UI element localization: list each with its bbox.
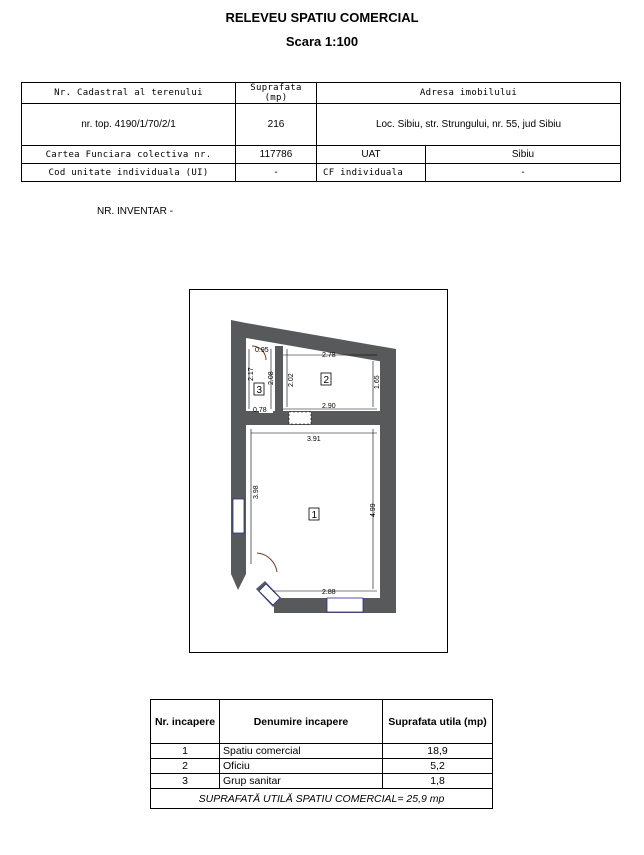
room-label-1: 1 [311, 510, 318, 521]
cf-individual-label: CF individuala [317, 164, 426, 182]
room-area: 5,2 [383, 759, 493, 774]
floor-plan [189, 289, 448, 653]
cf-collective-value: 117786 [236, 146, 317, 164]
dim-room3-bottom: 0.78 [253, 407, 267, 414]
dim-room1-bottom: 2.88 [322, 589, 336, 596]
dim-room2-bottom: 2.90 [322, 403, 336, 410]
document-title: RELEVEU SPATIU COMERCIAL [225, 10, 419, 25]
header-room-area: Suprafata utila (mp) [383, 700, 493, 744]
dim-room1-left: 3.98 [253, 485, 260, 499]
room-name: Spatiu comercial [220, 744, 383, 759]
ui-code-value: - [236, 164, 317, 182]
cf-individual-value: - [426, 164, 621, 182]
cf-collective-label: Cartea Funciara colectiva nr. [22, 146, 236, 164]
room-area: 1,8 [383, 774, 493, 789]
inventory-number: NR. INVENTAR - [97, 206, 173, 217]
rooms-table [150, 699, 493, 809]
dim-room3-top: 0.95 [255, 347, 269, 354]
cadastral-value: nr. top. 4190/1/70/2/1 [22, 104, 236, 146]
table-row [151, 774, 493, 789]
dim-room3-right: 2.08 [268, 371, 275, 385]
door-opening-room2 [289, 412, 311, 424]
surface-value: 216 [236, 104, 317, 146]
header-room-number: Nr. incapere [151, 700, 220, 744]
wall-right [380, 349, 396, 613]
cadastral-info-table [21, 82, 621, 182]
room-label-3: 3 [256, 385, 263, 396]
total-area: SUPRAFATĂ UTILĂ SPATIU COMERCIAL= 25,9 mp [151, 789, 493, 809]
room-number: 2 [151, 759, 220, 774]
table-row [151, 744, 493, 759]
address-value: Loc. Sibiu, str. Strungului, nr. 55, jud Sibiu [317, 104, 621, 146]
ui-code-label: Cod unitate individuala (UI) [22, 164, 236, 182]
address-label: Adresa imobilului [317, 83, 621, 104]
dim-top-width: 2.78 [322, 352, 336, 359]
dim-room3-left: 2.17 [248, 367, 255, 381]
window-left [233, 499, 244, 533]
dim-room1-top: 3.91 [307, 436, 321, 443]
scale-label: Scara 1:100 [285, 34, 359, 49]
window-bottom [327, 598, 363, 612]
dim-room1-right: 4.99 [370, 503, 377, 517]
header-room-name: Denumire incapere [220, 700, 383, 744]
room-name: Oficiu [220, 759, 383, 774]
uat-label: UAT [317, 146, 426, 164]
cadastral-label: Nr. Cadastral al terenului [22, 83, 236, 104]
surface-label: Suprafata (mp) [236, 83, 317, 104]
room-number: 3 [151, 774, 220, 789]
uat-value: Sibiu [426, 146, 621, 164]
room-number: 1 [151, 744, 220, 759]
dim-room2-right: 1.65 [374, 375, 381, 389]
wall-left-upper [231, 320, 246, 574]
room-name: Grup sanitar [220, 774, 383, 789]
room-label-2: 2 [323, 375, 330, 386]
wall-room3 [275, 346, 283, 411]
table-row [151, 759, 493, 774]
dim-room2-left: 2.02 [288, 373, 295, 387]
room-area: 18,9 [383, 744, 493, 759]
